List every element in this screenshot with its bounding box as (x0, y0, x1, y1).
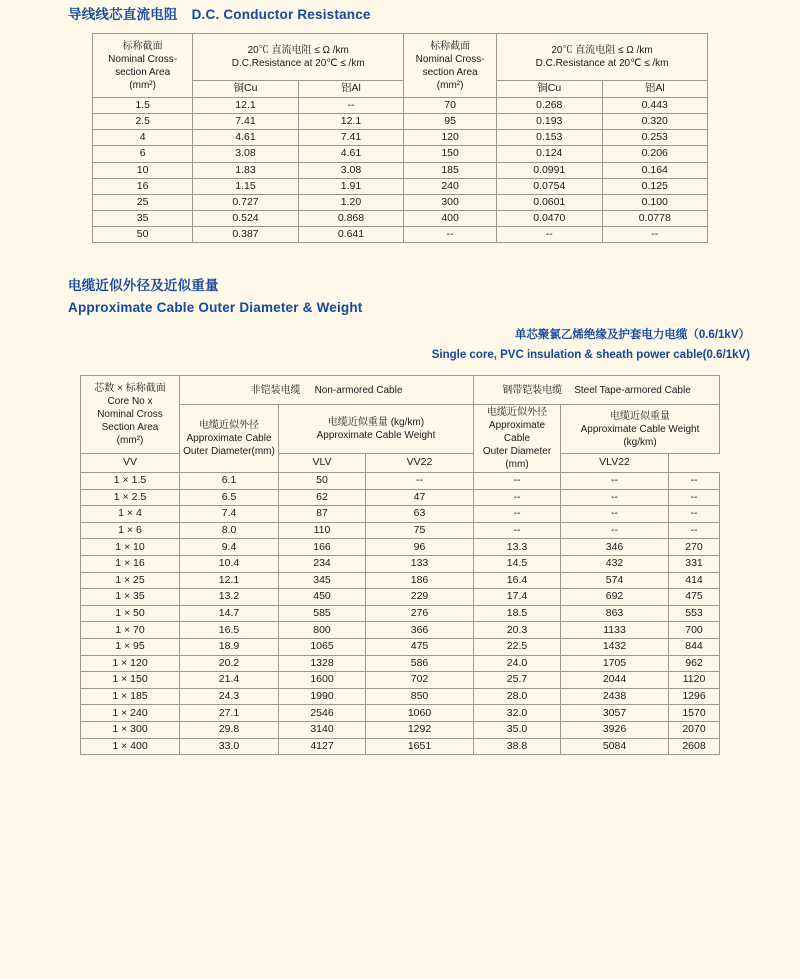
header-armored-cable: 钢带铠装电缆 Steel Tape-armored Cable (474, 376, 720, 405)
table-row: 1 × 120 20.2 1328 586 24.0 1705 962 (81, 655, 720, 672)
header-nominal-area-1: 标称截面 Nominal Cross- section Area (mm²) (93, 34, 193, 98)
header-nonarm-weight: 电缆近似重量 (kg/km) Approximate Cable Weight (279, 405, 474, 454)
table-row: 16 1.15 1.91 240 0.0754 0.125 (93, 178, 708, 194)
table-row: 1 × 1.5 6.1 50 -- -- -- -- (81, 473, 720, 490)
header-vv22: VV22 (366, 454, 474, 473)
header-al-1: 铝Al (298, 81, 403, 98)
dc-resistance-table (92, 33, 708, 243)
section2-title-cn: 电缆近似外径及近似重量 (68, 278, 219, 293)
table-row: 1 × 95 18.9 1065 475 22.5 1432 844 (81, 638, 720, 655)
table-header-row-group (81, 376, 720, 405)
header-armored-weight: 电缆近似重量 Approximate Cable Weight (kg/km) (561, 405, 720, 454)
section2-title-en: Approximate Cable Outer Diameter & Weight (68, 300, 363, 315)
table-row: 1 × 16 10.4 234 133 14.5 432 331 (81, 555, 720, 572)
table-row: 1 × 25 12.1 345 186 16.4 574 414 (81, 572, 720, 589)
table-row: 6 3.08 4.61 150 0.124 0.206 (93, 146, 708, 162)
header-vlv: VLV (279, 454, 366, 473)
table-row: 10 1.83 3.08 185 0.0991 0.164 (93, 162, 708, 178)
header-nominal-area-2: 标称截面 Nominal Cross- section Area (mm²) (404, 34, 497, 98)
table-row: 25 0.727 1.20 300 0.0601 0.100 (93, 194, 708, 210)
table-header-row-types (81, 454, 720, 473)
header-resistance-1: 20℃ 直流电阻 ≤ Ω /km D.C.Resistance at 20℃ ≤ /km (193, 34, 404, 81)
table-header-row (93, 34, 708, 81)
cable-dimension-table-wrap (80, 375, 720, 755)
table-row: 35 0.524 0.868 400 0.0470 0.0778 (93, 210, 708, 226)
table-row: 1 × 6 8.0 110 75 -- -- -- (81, 522, 720, 539)
table-row: 1 × 240 27.1 2546 1060 32.0 3057 1570 (81, 705, 720, 722)
section1-title-en: D.C. Conductor Resistance (191, 7, 371, 22)
table-row: 2.5 7.41 12.1 95 0.193 0.320 (93, 114, 708, 130)
dc-resistance-table-wrap (92, 33, 708, 243)
header-non-armored-cable: 非铠装电缆 Non-armored Cable (180, 376, 474, 405)
table-row: 1 × 35 13.2 450 229 17.4 692 475 (81, 589, 720, 606)
table-row: 4 4.61 7.41 120 0.153 0.253 (93, 130, 708, 146)
cable-dimension-table (80, 375, 720, 755)
header-nonarm-outer-diameter: 电缆近似外径 Approximate Cable Outer Diameter(mm) (180, 405, 279, 473)
table-row: 1 × 10 9.4 166 96 13.3 346 270 (81, 539, 720, 556)
table-row: 1 × 400 33.0 4127 1651 38.8 5084 2608 (81, 738, 720, 755)
header-vlv22: VLV22 (561, 454, 669, 473)
section1-title (0, 3, 371, 23)
section2-subheading-cn: 单芯聚氯乙烯绝缘及护套电力电缆（0.6/1kV） (514, 329, 750, 341)
table-row: 1 × 150 21.4 1600 702 25.7 2044 1120 (81, 672, 720, 689)
table-row: 1.5 12.1 -- 70 0.268 0.443 (93, 98, 708, 114)
header-core-nominal-area: 芯数 × 标称截面 Core No x Nominal Cross Section Area (mm²) (81, 376, 180, 454)
table-row: 1 × 50 14.7 585 276 18.5 863 553 (81, 605, 720, 622)
header-cu-2: 铜Cu (497, 81, 602, 98)
header-armored-outer-diameter: 电缆近似外径 Approximate Cable Outer Diameter (mm) (474, 405, 561, 473)
table-row: 1 × 2.5 6.5 62 47 -- -- -- (81, 489, 720, 506)
table-row: 50 0.387 0.641 -- -- -- (93, 227, 708, 243)
header-resistance-2: 20℃ 直流电阻 ≤ Ω /km D.C.Resistance at 20℃ ≤ /km (497, 34, 708, 81)
table-row: 1 × 70 16.5 800 366 20.3 1133 700 (81, 622, 720, 639)
table-row: 1 × 185 24.3 1990 850 28.0 2438 1296 (81, 688, 720, 705)
header-cu-1: 铜Cu (193, 81, 298, 98)
section2-subheading-en: Single core, PVC insulation & sheath power cable(0.6/1kV) (431, 348, 750, 361)
header-al-2: 铝Al (602, 81, 708, 98)
header-vv: VV (81, 454, 180, 473)
table-row: 1 × 300 29.8 3140 1292 35.0 3926 2070 (81, 721, 720, 738)
section1-title-cn: 导线线芯直流电阻 (68, 7, 178, 22)
section2-title (0, 274, 363, 315)
table-row: 1 × 4 7.4 87 63 -- -- -- (81, 506, 720, 523)
section2-subheading (432, 326, 750, 365)
